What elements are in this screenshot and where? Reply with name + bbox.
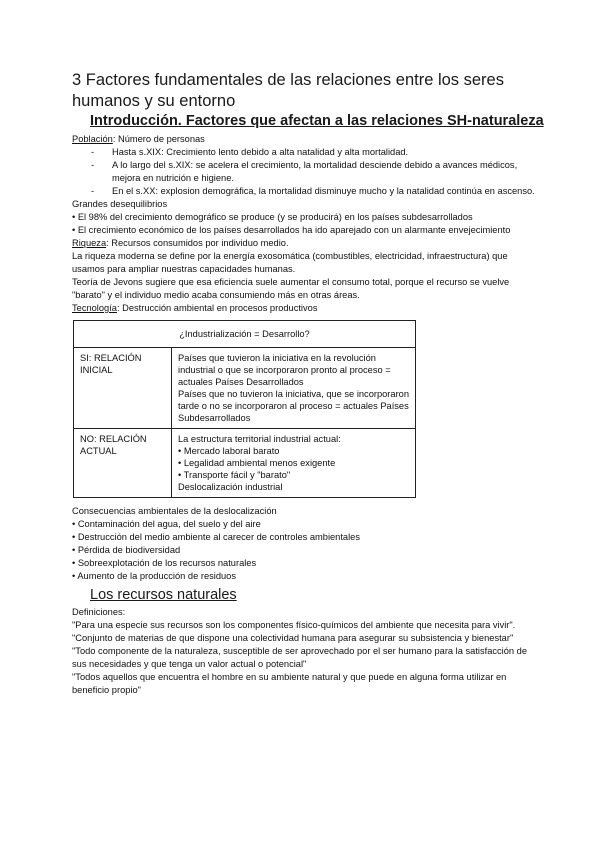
desequilibrios-heading: Grandes desequilibrios xyxy=(72,199,168,209)
row-content xyxy=(172,429,416,498)
tecnologia-text: : Destrucción ambiental en procesos productivos xyxy=(116,303,318,313)
poblacion-label: Población xyxy=(72,134,113,144)
row-line: • Transporte fácil y "barato" xyxy=(178,470,291,480)
poblacion-text: : Número de personas xyxy=(112,134,205,144)
riqueza-label: Riqueza xyxy=(72,238,107,248)
table-header: ¿Industrialización = Desarrollo? xyxy=(74,321,416,348)
row-content xyxy=(172,348,416,429)
row-label: NO: RELACIÓN ACTUAL xyxy=(74,429,172,498)
recursos-title: Los recursos naturales xyxy=(90,587,237,603)
document-title: 3 Factores fundamentales de las relaciones entre los seres humanos y su entorno xyxy=(72,71,504,110)
consecuencias-heading: Consecuencias ambientales de la deslocalización xyxy=(72,506,277,516)
table-row xyxy=(74,429,416,498)
list-item: • El crecimiento económico de los países desarrollados ha ido aparejado con un alarmante envejecimiento xyxy=(72,225,511,235)
row-line: Países que no tuvieron la iniciativa, que se incorporaron tarde o no se incorporaron al proceso = actuales Países Subdesarrollados xyxy=(178,389,410,423)
jevons-paragraph: Teoría de Jevons sugiere que esa eficiencia suele aumentar el consumo total, porque el recurso se vuelve "barato" y el individuo medio acaba consumiendo más en otras áreas. xyxy=(72,277,510,300)
industrializacion-table xyxy=(73,320,416,498)
document-body xyxy=(72,133,540,697)
tecnologia-label: Tecnología xyxy=(72,303,117,313)
list-item: • Destrucción del medio ambiente al carecer de controles ambientales xyxy=(72,532,360,542)
row-line: Deslocalización industrial xyxy=(178,482,283,492)
list-item: • El 98% del crecimiento demográfico se produce (y se producirá) en los países subdesarrollados xyxy=(72,212,473,222)
riqueza-text: : Recursos consumidos por individuo medio. xyxy=(106,238,289,248)
row-line: • Mercado laboral barato xyxy=(178,446,280,456)
definition-item: "Todo componente de la naturaleza, susceptible de ser aprovechado por el ser humano para la satisfacción de sus necesidades y que tenga un valor actual o potencial" xyxy=(72,646,527,669)
poblacion-list xyxy=(72,146,540,198)
list-item: - A lo largo del s.XIX: se acelera el crecimiento, la mortalidad desciende debido a avances médicos, mejora en nutrición e higiene. xyxy=(91,159,540,185)
table-row xyxy=(74,348,416,429)
row-line: La estructura territorial industrial actual: xyxy=(178,434,341,444)
section-subtitle: Introducción. Factores que afectan a las relaciones SH-naturaleza xyxy=(90,113,544,129)
poblacion-line xyxy=(72,133,540,146)
table-row xyxy=(74,321,416,348)
riqueza-paragraph: La riqueza moderna se define por la energía exosomática (combustibles, electricidad, infraestructura) que usamos para ampliar nuestras capacidades humanas. xyxy=(72,251,508,274)
list-item: - En el s.XX: explosion demográfica, la mortalidad disminuye mucho y la natalidad continúa en ascenso. xyxy=(91,185,540,198)
riqueza-line xyxy=(72,237,540,250)
list-item: • Contaminación del agua, del suelo y del aire xyxy=(72,519,261,529)
list-item: • Pérdida de biodiversidad xyxy=(72,545,181,555)
list-item: • Sobreexplotación de los recursos naturales xyxy=(72,558,257,568)
row-line: Países que tuvieron la iniciativa en la revolución industrial o que se incorporaron pronto al proceso = actuales Países Desarrollados xyxy=(178,353,391,387)
definition-item: "Todos aquellos que encuentra el hombre en su ambiente natural y que puede en alguna forma utilizar en beneficio propio" xyxy=(72,672,507,695)
definiciones-heading: Definiciones: xyxy=(72,607,126,617)
definition-item: "Conjunto de materias de que dispone una colectividad humana para asegurar su subsistencia y bienestar" xyxy=(72,633,514,643)
tecnologia-line xyxy=(72,302,540,315)
list-item: - Hasta s.XIX: Crecimiento lento debido a alta natalidad y alta mortalidad. xyxy=(91,146,540,159)
row-label: SI: RELACIÓN INICIAL xyxy=(74,348,172,429)
row-line: • Legalidad ambiental menos exigente xyxy=(178,458,336,468)
list-item: • Aumento de la producción de residuos xyxy=(72,571,236,581)
definition-item: "Para una especie sus recursos son los componentes físico-químicos del ambiente que necesita para vivir". xyxy=(72,620,516,630)
